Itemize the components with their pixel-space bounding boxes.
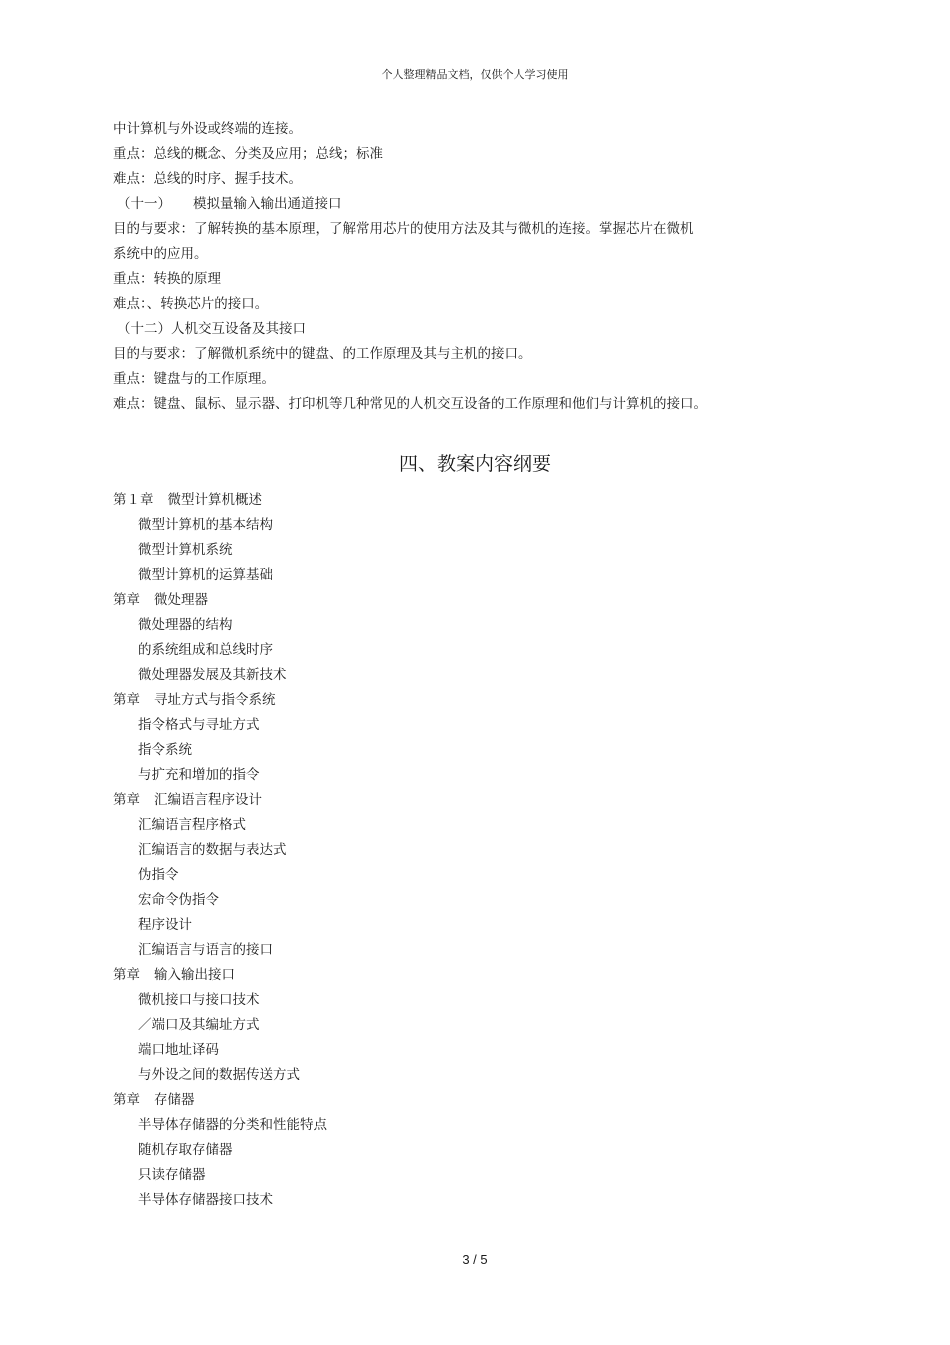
outline-item: 微处理器的结构 <box>138 617 233 633</box>
chapter-heading <box>113 588 813 613</box>
text-line: 中计算机与外设或终端的连接。 <box>113 121 302 137</box>
outline-item: 伪指令 <box>138 867 179 883</box>
outline-item: 的系统组成和总线时序 <box>138 642 273 658</box>
outline-item: 微机接口与接口技术 <box>138 992 260 1008</box>
subsection-heading: （十二）人机交互设备及其接口 <box>117 321 306 337</box>
text-line: 重点：转换的原理 <box>113 271 221 287</box>
outline-item: 微型计算机的基本结构 <box>138 517 273 533</box>
section-title: 四、教案内容纲要 <box>398 453 551 475</box>
chapter-title: 微型计算机概述 <box>167 492 262 508</box>
outline-item: 半导体存储器接口技术 <box>138 1192 273 1208</box>
outline-item: 端口地址译码 <box>138 1042 219 1058</box>
chapter-heading <box>113 1088 813 1113</box>
outline-item: 汇编语言程序格式 <box>138 817 246 833</box>
outline-item: 与外设之间的数据传送方式 <box>138 1067 300 1083</box>
text-line: 重点：键盘与的工作原理。 <box>113 371 275 387</box>
outline-item: 指令系统 <box>138 742 192 758</box>
text-line: 目的与要求：了解转换的基本原理，了解常用芯片的使用方法及其与微机的连接。掌握芯片在微机 <box>113 221 694 237</box>
chapter-title: 微处理器 <box>154 592 208 608</box>
outline-item: 微型计算机的运算基础 <box>138 567 273 583</box>
chapter-number: 第章 <box>113 692 140 708</box>
text-line: 重点：总线的概念、分类及应用；总线；标准 <box>113 146 383 162</box>
outline-item: 程序设计 <box>138 917 192 933</box>
subsection-heading <box>113 192 813 217</box>
chapter-number: 第章 <box>113 967 140 983</box>
chapter-heading <box>113 788 813 813</box>
page-number: 3 / 5 <box>462 1252 488 1267</box>
outline-item: 随机存取存储器 <box>138 1142 233 1158</box>
chapter-title: 寻址方式与指令系统 <box>154 692 276 708</box>
text-line: 难点：总线的时序、握手技术。 <box>113 171 302 187</box>
intro-text <box>113 117 813 417</box>
chapter-heading <box>113 688 813 713</box>
outline-item: 与扩充和增加的指令 <box>138 767 260 783</box>
outline-item: 指令格式与寻址方式 <box>138 717 260 733</box>
chapter-title: 输入输出接口 <box>154 967 235 983</box>
outline-item: 微处理器发展及其新技术 <box>138 667 287 683</box>
chapter-number: 第１章 <box>113 492 154 508</box>
chapter-number: 第章 <box>113 592 140 608</box>
chapter-number: 第章 <box>113 1092 140 1108</box>
text-line: 目的与要求：了解微机系统中的键盘、的工作原理及其与主机的接口。 <box>113 346 532 362</box>
outline-item: 宏命令伪指令 <box>138 892 219 908</box>
outline-item: ／端口及其编址方式 <box>138 1017 260 1033</box>
chapter-number: 第章 <box>113 792 140 808</box>
chapter-title: 存储器 <box>154 1092 195 1108</box>
outline-item: 汇编语言与语言的接口 <box>138 942 273 958</box>
page-header: 个人整理精品文档，仅供个人学习使用 <box>381 68 569 81</box>
outline-item: 半导体存储器的分类和性能特点 <box>138 1117 327 1133</box>
text-line: 难点：、转换芯片的接口。 <box>113 296 269 312</box>
text-line: 系统中的应用。 <box>113 246 208 262</box>
text-line: 难点：键盘、鼠标、显示器、打印机等几种常见的人机交互设备的工作原理和他们与计算机的接口。 <box>113 396 707 412</box>
subsection-title: 模拟量输入输出通道接口 <box>193 196 342 212</box>
chapter-heading <box>113 963 813 988</box>
outline <box>113 488 813 1213</box>
chapter-heading <box>113 488 813 513</box>
subsection-number: （十一） <box>117 196 171 212</box>
outline-item: 微型计算机系统 <box>138 542 233 558</box>
outline-item: 汇编语言的数据与表达式 <box>138 842 287 858</box>
outline-item: 只读存储器 <box>138 1167 206 1183</box>
chapter-title: 汇编语言程序设计 <box>154 792 262 808</box>
